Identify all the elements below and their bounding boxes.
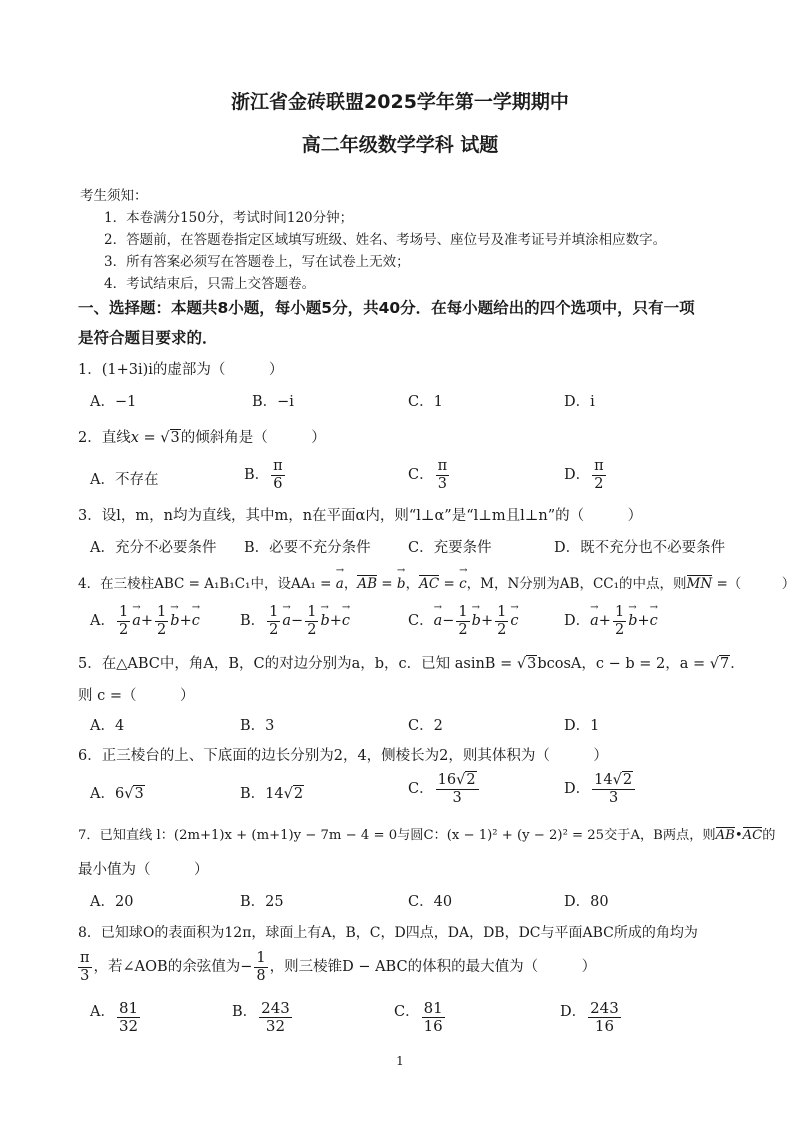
question-1-option-c[interactable] <box>408 390 443 411</box>
fraction-numerator: 1 <box>497 604 507 620</box>
fraction-denominator: 2 <box>157 621 167 638</box>
question-4-option-d[interactable] <box>564 604 658 638</box>
question-2-option-c[interactable] <box>408 458 451 492</box>
option-text: 80 <box>590 894 609 910</box>
option-text: −1 <box>114 394 137 410</box>
option-letter: D． <box>564 781 591 798</box>
fraction <box>592 772 635 806</box>
fraction-numerator: π <box>273 458 283 474</box>
question-6-option-a[interactable]: A．6√3 <box>90 786 144 802</box>
option-text: 2 <box>433 718 443 734</box>
question-5-stem-line1: 5．在△ABC中，角A，B，C的对边分别为a，b，c．已知 asinB = √3bcosA，c − b = 2，a = √7． <box>78 656 745 672</box>
exam-title-line1: 浙江省金砖联盟2025学年第一学期期中 <box>231 91 569 113</box>
page-number: 1 <box>396 1054 404 1068</box>
option-letter: B． <box>240 613 266 630</box>
question-5-option-c[interactable] <box>408 714 443 735</box>
fraction-numerator: 1 <box>614 604 625 620</box>
fraction-denominator: 3 <box>437 475 447 492</box>
option-letter: A． <box>90 394 115 410</box>
option-letter: D． <box>560 1004 587 1020</box>
q4-tail: =（ ） <box>712 576 796 592</box>
option-letter: A． <box>90 718 115 734</box>
option-letter: B． <box>252 394 278 410</box>
fraction-denominator: 2 <box>458 621 468 638</box>
q4-sep: ， <box>405 576 420 592</box>
question-1-option-a[interactable] <box>90 390 136 411</box>
option-text: 20 <box>114 894 134 910</box>
option-letter: D． <box>564 613 591 630</box>
fraction <box>305 604 318 638</box>
q7-pre: 7．已知直线 l：(2m+1)x + (m+1)y − 7m − 4 = 0与圆C：(x − 1)² + (y − 2)² = 25交于A，B两点，则 <box>78 828 716 843</box>
question-2-option-a[interactable]: A．不存在 <box>90 472 159 488</box>
question-7-option-c[interactable] <box>408 890 452 911</box>
minus-sign: − <box>291 613 304 630</box>
dot-product: • <box>734 828 743 843</box>
fraction-numerator: π <box>437 458 448 474</box>
fraction-denominator: 2 <box>614 621 625 638</box>
q2-eq-lhs: x = <box>130 430 161 446</box>
q5-radicand: 3 <box>527 656 537 672</box>
notice-header: 考生须知： <box>80 188 148 204</box>
question-7-stem-line1 <box>78 824 775 843</box>
coefficient: 14 <box>265 786 284 802</box>
question-6-option-b[interactable]: B．14√2 <box>240 786 304 802</box>
question-8-option-b[interactable] <box>232 1000 294 1036</box>
option-letter: B． <box>232 1004 258 1020</box>
fraction-numerator: π <box>80 950 90 966</box>
question-7-option-d[interactable] <box>564 890 609 911</box>
fraction <box>259 1000 292 1036</box>
question-5-option-d[interactable] <box>564 714 599 735</box>
option-letter: D． <box>564 394 591 410</box>
fraction <box>267 604 280 638</box>
fraction-numerator: 1 <box>118 604 129 620</box>
fraction <box>155 604 168 638</box>
question-3-option-b[interactable]: B．必要不充分条件 <box>244 540 371 556</box>
plus-sign: + <box>140 613 154 630</box>
fraction-numerator: 14√2 <box>592 772 635 790</box>
question-2-stem: 2．直线x = √3的倾斜角是（ ） <box>78 430 326 446</box>
fraction-numerator: π <box>594 458 604 474</box>
question-1-option-d[interactable] <box>564 390 595 411</box>
vector-c: → c <box>342 613 350 629</box>
fraction-denominator: 16 <box>594 1017 614 1036</box>
notice-item: 2．答题前，在答题卷指定区域填写班级、姓名、考场号、座位号及准考证号并填涂相应数字。 <box>104 232 667 248</box>
fraction-denominator: 6 <box>273 475 283 492</box>
q2-pre: 2．直线 <box>78 430 131 446</box>
question-8-option-a[interactable] <box>90 1000 142 1036</box>
option-letter: B． <box>240 894 266 910</box>
fraction-numerator: 1 <box>269 604 279 620</box>
option-letter: A． <box>90 786 115 802</box>
q5-end: ． <box>730 656 745 672</box>
fraction-numerator: 1 <box>307 604 317 620</box>
fraction <box>422 1000 445 1036</box>
option-letter: D． <box>564 467 591 484</box>
fraction <box>271 458 285 492</box>
minus-sign: − <box>240 959 253 976</box>
option-letter: B． <box>240 718 266 734</box>
option-text: i <box>590 394 595 410</box>
question-1-stem: 1．(1+3i)i的虚部为（ ） <box>78 362 284 378</box>
vector-a: → a <box>434 613 443 629</box>
option-text: 1 <box>433 394 443 410</box>
vector-ac: AC <box>742 828 763 843</box>
notice-item: 1．本卷满分150分，考试时间120分钟； <box>104 210 354 226</box>
vector-a: → a <box>336 576 344 592</box>
question-8-stem-line1: 8．已知球O的表面积为12π，球面上有A，B，C，D四点，DA，DB，DC与平面ABC所成的角均为 <box>78 925 698 941</box>
vector-b: → b <box>628 613 637 629</box>
radicand: 3 <box>134 786 144 802</box>
option-letter: C． <box>408 718 434 734</box>
vector-c: → c <box>650 613 658 629</box>
fraction-denominator: 3 <box>452 789 462 806</box>
question-5-option-b[interactable] <box>240 714 274 735</box>
option-text: 3 <box>265 718 275 734</box>
fraction <box>117 1000 140 1036</box>
vector-b: → b <box>397 576 406 592</box>
option-letter: A． <box>90 613 115 630</box>
section-heading-line2: 是符合题目要求的． <box>78 329 218 347</box>
plus-sign: + <box>637 613 650 630</box>
question-3-option-a[interactable]: A．充分不必要条件 <box>90 540 217 556</box>
fraction <box>436 458 450 492</box>
question-8-stem-line2 <box>76 950 596 984</box>
vector-b: → b <box>170 613 179 629</box>
coefficient: 6 <box>114 786 125 802</box>
fraction-numerator: 1 <box>157 604 167 620</box>
vector-ac: AC <box>419 576 440 592</box>
minus-sign: − <box>442 613 455 630</box>
fraction-denominator: 2 <box>497 621 507 638</box>
fraction-denominator: 2 <box>307 621 317 638</box>
plus-sign: + <box>329 613 342 630</box>
fraction <box>613 604 626 638</box>
q5-pre: 5．在△ABC中，角A，B，C的对边分别为a，b，c．已知 asinB = <box>78 656 517 672</box>
q2-radicand: 3 <box>170 430 180 446</box>
fraction-numerator: 16√2 <box>436 772 479 790</box>
fraction <box>78 950 92 984</box>
fraction-numerator: 1 <box>458 604 468 620</box>
question-5-stem-line2: 则 c =（ ） <box>78 688 195 704</box>
q8-mid: ，若∠AOB的余弦值为 <box>93 959 241 976</box>
fraction-denominator: 2 <box>594 475 604 492</box>
fraction <box>117 604 130 638</box>
vector-c: → c <box>192 613 200 629</box>
q7-end: 的 <box>762 828 776 843</box>
fraction-denominator: 3 <box>608 789 619 806</box>
option-letter: C． <box>408 894 434 910</box>
option-letter: A． <box>90 894 115 910</box>
fraction <box>254 950 267 984</box>
plus-sign: + <box>598 613 611 630</box>
option-letter: C． <box>408 781 434 798</box>
vector-a: → a <box>132 613 141 629</box>
fraction-denominator: 2 <box>269 621 279 638</box>
question-8-option-d[interactable] <box>560 1000 623 1036</box>
exam-title-line2: 高二年级数学学科 试题 <box>301 134 499 156</box>
vector-a: → a <box>282 613 291 629</box>
question-7-stem-line2: 最小值为（ ） <box>78 862 209 878</box>
notice-item: 4．考试结束后，只需上交答题卷。 <box>104 276 316 292</box>
section-heading-line1: 一、选择题：本题共8小题，每小题5分，共40分．在每小题给出的四个选项中，只有一项 <box>78 299 695 317</box>
question-8-option-c[interactable] <box>394 1000 447 1036</box>
option-text: 1 <box>590 718 600 734</box>
question-6-option-d[interactable] <box>564 772 637 806</box>
question-6-stem: 6．正三棱台的上、下底面的边长分别为2，4，侧棱长为2，则其体积为（ ） <box>78 748 608 764</box>
question-2-option-b[interactable] <box>244 458 287 492</box>
fraction <box>456 604 469 638</box>
question-4-option-c[interactable] <box>408 604 518 638</box>
fraction-numerator: 243 <box>590 999 619 1017</box>
radicand: 2 <box>293 786 304 802</box>
q4-eq: = <box>439 576 460 592</box>
fraction-numerator: 243 <box>261 999 290 1017</box>
fraction-numerator: 81 <box>423 999 443 1017</box>
fraction-denominator: 32 <box>265 1017 286 1036</box>
question-7-option-a[interactable] <box>90 890 133 911</box>
question-3-option-d[interactable]: D．既不充分也不必要条件 <box>554 540 726 556</box>
vector-b: → b <box>472 613 481 629</box>
option-letter: C． <box>408 613 434 630</box>
plus-sign: + <box>179 613 192 630</box>
fraction-denominator: 2 <box>118 621 129 638</box>
vector-c: → c <box>510 613 518 629</box>
fraction-numerator: 1 <box>256 950 266 966</box>
question-4-stem <box>78 572 795 592</box>
fraction-numerator: 81 <box>118 999 139 1017</box>
q5-radicand: 7 <box>720 656 730 672</box>
fraction <box>592 458 606 492</box>
option-letter: B． <box>240 786 266 802</box>
option-letter: D． <box>564 894 591 910</box>
q4-mid: ，M，N分别为AB，CC₁的中点，则 <box>466 576 687 592</box>
option-letter: D． <box>564 718 591 734</box>
notice-item: 3．所有答案必须写在答题卷上，写在试卷上无效； <box>104 254 410 270</box>
vector-a: → a <box>590 613 599 629</box>
q5-mid: bcosA，c − b = 2，a = <box>537 656 710 672</box>
question-7-option-b[interactable] <box>240 890 284 911</box>
fraction-denominator: 8 <box>256 967 266 984</box>
fraction <box>495 604 508 638</box>
option-letter: C． <box>394 1004 420 1020</box>
plus-sign: + <box>480 613 494 630</box>
question-4-option-a[interactable] <box>90 604 200 638</box>
vector-ab: AB <box>715 828 735 843</box>
fraction <box>436 772 479 806</box>
question-6-option-c[interactable] <box>408 772 481 806</box>
question-3-stem: 3．设l，m，n均为直线，其中m，n在平面α内，则“l⊥α”是“l⊥m且l⊥n”的（ ） <box>78 508 643 524</box>
question-1-option-b[interactable] <box>252 390 294 411</box>
vector-b: → b <box>320 613 329 629</box>
question-3-option-c[interactable]: C．充要条件 <box>408 540 492 556</box>
option-letter: B． <box>244 467 270 484</box>
vector-mn: MN <box>686 576 713 592</box>
option-text: 4 <box>114 718 125 734</box>
q4-pre: 4．在三棱柱ABC = A₁B₁C₁中，设AA₁ = <box>78 576 336 592</box>
question-2-option-d[interactable] <box>564 458 608 492</box>
q8-end: ，则三棱锥D − ABC的体积的最大值为（ ） <box>269 959 597 976</box>
option-letter: C． <box>408 467 434 484</box>
fraction-denominator: 16 <box>423 1017 443 1036</box>
option-letter: A． <box>90 1004 115 1020</box>
q4-sep: ， <box>343 576 358 592</box>
q4-eq: = <box>377 576 397 592</box>
q2-post: 的倾斜角是（ ） <box>180 430 326 446</box>
option-text: −i <box>277 394 294 410</box>
option-letter: C． <box>408 394 434 410</box>
fraction-denominator: 3 <box>80 967 90 984</box>
vector-ab: AB <box>357 576 378 592</box>
vector-c: → c <box>459 576 467 592</box>
option-text: 25 <box>265 894 284 910</box>
question-4-option-b[interactable] <box>240 604 350 638</box>
fraction <box>588 1000 621 1036</box>
fraction-denominator: 32 <box>118 1017 139 1036</box>
question-5-option-a[interactable] <box>90 714 124 735</box>
option-text: 40 <box>433 894 453 910</box>
